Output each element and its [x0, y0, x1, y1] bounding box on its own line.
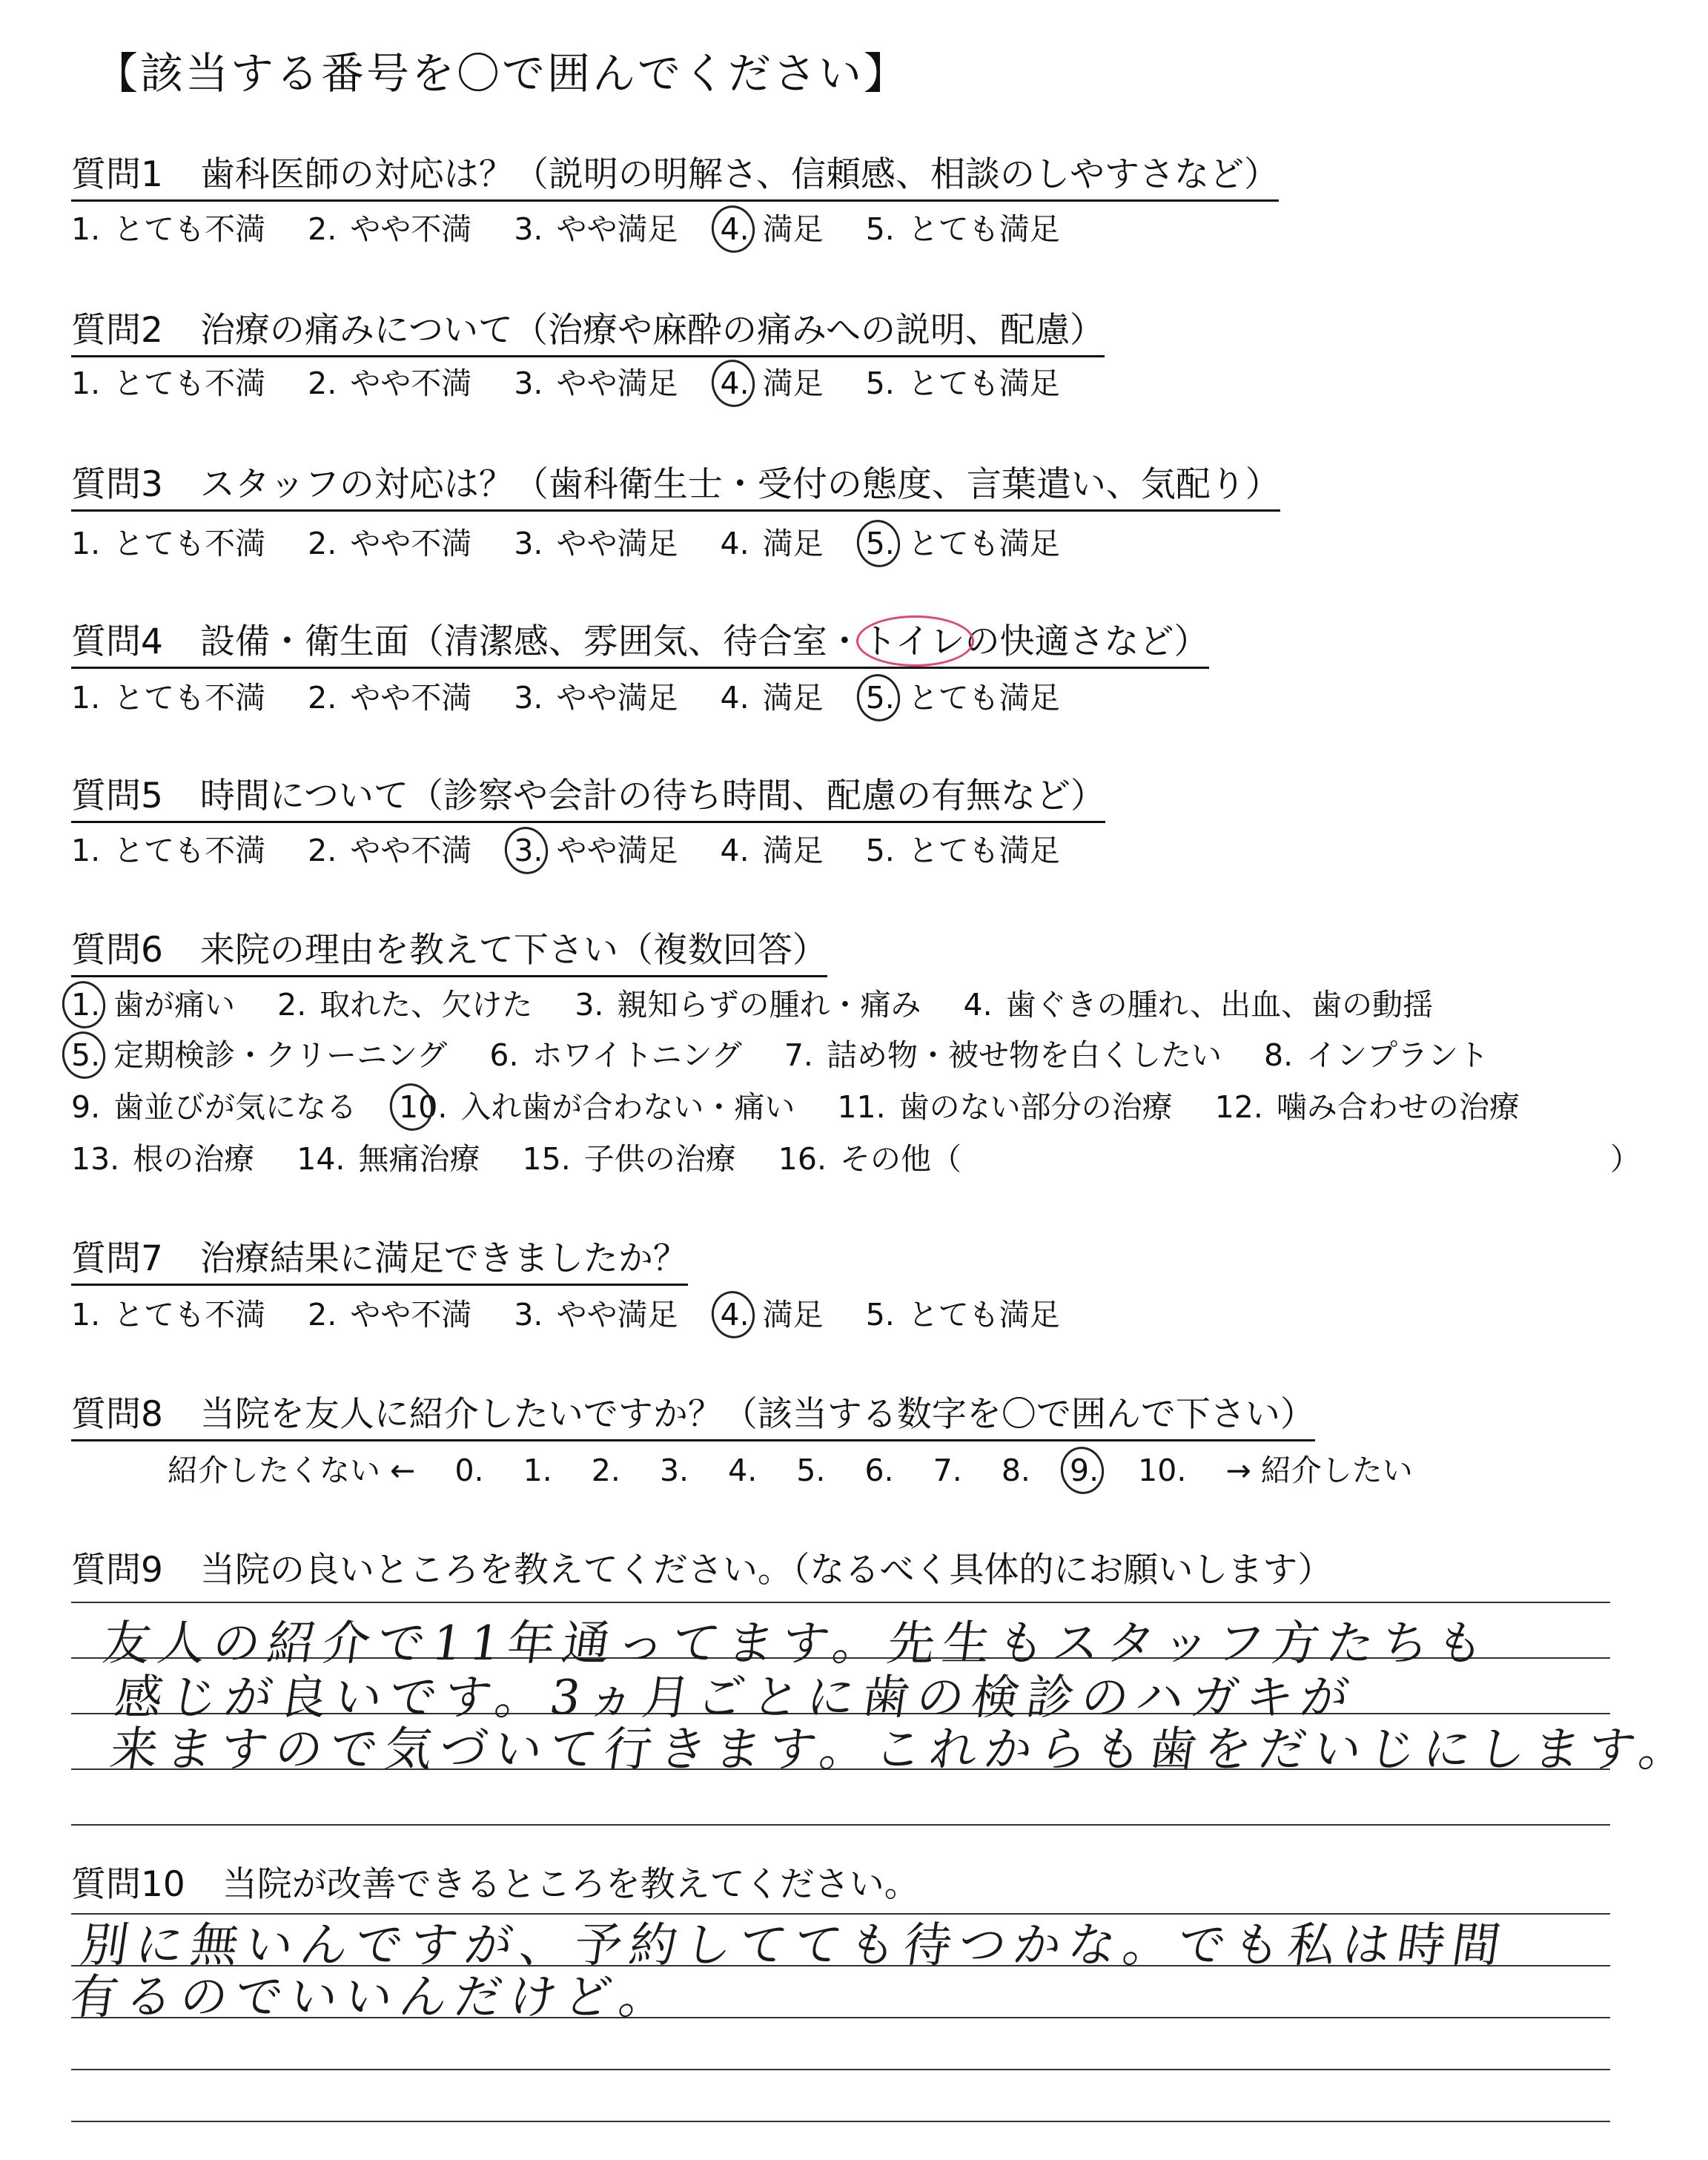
question-3-heading [71, 457, 1280, 512]
question-text: 当院の良いところを教えてください。（なるべく具体的にお願いします） [199, 1550, 1333, 1591]
question-7-heading [71, 1231, 688, 1286]
question-number: 質問5 [71, 776, 163, 816]
reason-option-7[interactable]: 7. 詰め物・被せ物を白くしたい [784, 1037, 1222, 1073]
option-2[interactable]: 2. やや不満 [308, 526, 472, 561]
option-2[interactable]: 2. やや不満 [308, 1297, 472, 1332]
question-8-heading [71, 1387, 1315, 1441]
answer-line [71, 1602, 1610, 1603]
scale-number-9-selected[interactable]: 9. [1069, 1453, 1099, 1488]
handwritten-answer-line: 来ますので気づいて行きます。これからも歯をだいじにします。 [106, 1723, 1698, 1777]
scale-number-7[interactable]: 7. [933, 1453, 962, 1488]
scale-number-5[interactable]: 5. [796, 1453, 826, 1488]
scale-right-label: → 紹介したい [1225, 1453, 1413, 1488]
other-close-paren: ） [1610, 1141, 1641, 1177]
question-10-heading [71, 1857, 919, 1909]
scale-number-2[interactable]: 2. [591, 1453, 620, 1488]
question-6-row-4 [71, 1135, 994, 1178]
reason-option-15[interactable]: 15. 子供の治療 [522, 1141, 736, 1177]
reason-option-9[interactable]: 9. 歯並びが気になる [71, 1089, 357, 1125]
question-text: 歯科医師の対応は？（説明の明解さ、信頼感、相談のしやすさなど） [199, 154, 1280, 195]
question-1-heading [71, 147, 1279, 202]
option-1[interactable]: 1. とても不満 [71, 366, 266, 401]
question-text: スタッフの対応は？（歯科衛生士・受付の態度、言葉遣い、気配り） [199, 464, 1280, 505]
option-2[interactable]: 2. やや不満 [308, 833, 472, 868]
question-4-options [71, 673, 1093, 717]
option-4[interactable]: 4. 満足 [720, 833, 824, 868]
question-text: の快適さなど） [964, 621, 1209, 662]
question-number: 質問10 [71, 1864, 185, 1905]
reason-option-13[interactable]: 13. 根の治療 [71, 1141, 255, 1177]
handwritten-answer-line: 感じが良いです。3ヵ月ごとに歯の検診のハガキが [110, 1671, 1360, 1725]
option-1[interactable]: 1. とても不満 [71, 833, 266, 868]
answer-line [71, 1824, 1610, 1826]
scale-left-label: 紹介したくない ← [168, 1453, 416, 1488]
handwritten-answer-line: 友人の紹介で11年通ってます。先生もスタッフ方たちも [99, 1616, 1495, 1671]
question-6-heading [71, 922, 827, 977]
question-3-options [71, 519, 1093, 563]
scale-number-3[interactable]: 3. [659, 1453, 689, 1488]
question-number: 質問9 [71, 1550, 163, 1591]
reason-option-2[interactable]: 2. 取れた、欠けた [277, 987, 533, 1023]
question-text: 当院が改善できるところを教えてください。 [222, 1864, 919, 1905]
question-2-options [71, 359, 1093, 403]
answer-line [71, 2121, 1610, 2122]
scale-number-8[interactable]: 8. [1001, 1453, 1030, 1488]
scale-number-6[interactable]: 6. [864, 1453, 894, 1488]
reason-option-8[interactable]: 8. インプラント [1264, 1037, 1489, 1073]
question-5-options [71, 826, 1093, 870]
question-number: 質問4 [71, 621, 163, 662]
reason-option-10-selected[interactable]: 10. 入れ歯が合わない・痛い [399, 1089, 795, 1125]
option-5[interactable]: 5. とても満足 [865, 211, 1060, 247]
option-1[interactable]: 1. とても不満 [71, 211, 266, 247]
handwritten-answer-line: 別に無いんですが、予約してても待つかな。でも私は時間 [76, 1918, 1512, 1973]
reason-option-11[interactable]: 11. 歯のない部分の治療 [837, 1089, 1173, 1125]
option-2[interactable]: 2. やや不満 [308, 211, 472, 247]
reason-option-5-selected[interactable]: 5. 定期検診・クリーニング [71, 1037, 448, 1073]
option-4[interactable]: 4. 満足 [720, 680, 824, 716]
option-2[interactable]: 2. やや不満 [308, 680, 472, 716]
question-6-row-1 [71, 980, 1466, 1024]
question-6-row-3 [71, 1083, 1552, 1126]
option-1[interactable]: 1. とても不満 [71, 1297, 266, 1332]
reason-option-4[interactable]: 4. 歯ぐきの腫れ、出血、歯の動揺 [963, 987, 1434, 1023]
option-5[interactable]: 5. とても満足 [865, 833, 1060, 868]
option-3[interactable]: 3. やや満足 [514, 211, 678, 247]
recommend-scale [168, 1446, 1443, 1490]
scale-number-4[interactable]: 4. [728, 1453, 758, 1488]
question-number: 質問1 [71, 154, 163, 195]
option-4-selected[interactable]: 4. 満足 [720, 366, 824, 401]
reason-option-6[interactable]: 6. ホワイトニング [489, 1037, 742, 1073]
reason-option-16[interactable]: 16. その他（ [778, 1141, 962, 1177]
question-5-heading [71, 768, 1105, 823]
option-3[interactable]: 3. やや満足 [514, 1297, 678, 1332]
question-4-heading [71, 614, 1209, 669]
page-title: 【該当する番号を〇で囲んでください】 [95, 48, 910, 99]
reason-option-3[interactable]: 3. 親知らずの腫れ・痛み [575, 987, 921, 1023]
option-5[interactable]: 5. とても満足 [865, 1297, 1060, 1332]
option-3-selected[interactable]: 3. やや満足 [514, 833, 678, 868]
option-1[interactable]: 1. とても不満 [71, 680, 266, 716]
handwritten-answer-line: 有るのでいいんだけど。 [66, 1970, 678, 2025]
option-5[interactable]: 5. とても満足 [865, 366, 1060, 401]
option-4-selected[interactable]: 4. 満足 [720, 211, 824, 247]
reason-option-1-selected[interactable]: 1. 歯が痛い [71, 987, 236, 1023]
option-2[interactable]: 2. やや不満 [308, 366, 472, 401]
option-3[interactable]: 3. やや満足 [514, 526, 678, 561]
option-1[interactable]: 1. とても不満 [71, 526, 266, 561]
question-number: 質問7 [71, 1238, 163, 1279]
question-text: 時間について（診察や会計の待ち時間、配慮の有無など） [199, 776, 1105, 816]
option-5-selected[interactable]: 5. とても満足 [865, 680, 1060, 716]
question-number: 質問2 [71, 310, 163, 351]
question-7-options [71, 1290, 1093, 1334]
option-4[interactable]: 4. 満足 [720, 526, 824, 561]
question-text: 治療の痛みについて（治療や麻酔の痛みへの説明、配慮） [199, 310, 1105, 351]
question-number: 質問6 [71, 930, 163, 971]
option-4-selected[interactable]: 4. 満足 [720, 1297, 824, 1332]
option-3[interactable]: 3. やや満足 [514, 680, 678, 716]
option-5-selected[interactable]: 5. とても満足 [865, 526, 1060, 561]
question-number: 質問3 [71, 464, 163, 505]
question-1-options [71, 205, 1093, 248]
question-number: 質問8 [71, 1394, 163, 1435]
answer-line [71, 2069, 1610, 2070]
scale-number-0[interactable]: 0. [454, 1453, 484, 1488]
question-text: 来院の理由を教えて下さい（複数回答） [199, 930, 827, 971]
question-text: 当院を友人に紹介したいですか？（該当する数字を〇で囲んで下さい） [199, 1394, 1315, 1435]
option-3[interactable]: 3. やや満足 [514, 366, 678, 401]
question-6-row-2 [71, 1031, 1521, 1074]
question-2-heading [71, 303, 1105, 357]
scale-number-10[interactable]: 10. [1138, 1453, 1187, 1488]
highlighted-word: トイレ [861, 621, 965, 662]
question-text: 治療結果に満足できましたか？ [199, 1238, 688, 1279]
reason-option-14[interactable]: 14. 無痛治療 [297, 1141, 480, 1177]
question-text: 設備・衛生面（清潔感、雰囲気、待合室・ [199, 621, 862, 662]
question-9-heading [71, 1542, 1332, 1595]
reason-option-12[interactable]: 12. 噛み合わせの治療 [1214, 1089, 1520, 1125]
scale-number-1[interactable]: 1. [523, 1453, 552, 1488]
